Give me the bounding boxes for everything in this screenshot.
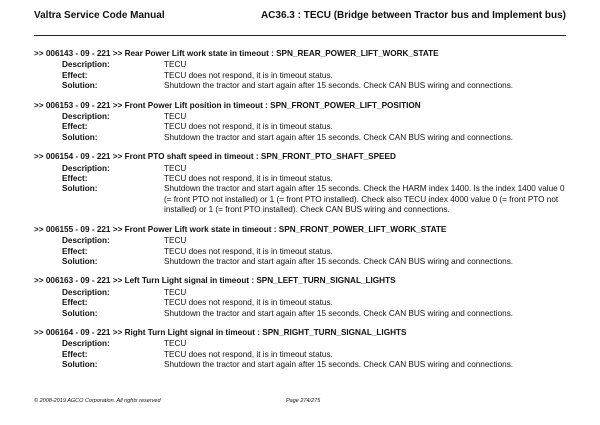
effect-value: TECU does not respond, it is in timeout status. [164,246,333,256]
solution-label: Solution: [62,132,98,142]
solution-row [34,81,566,91]
solution-label: Solution: [62,360,98,370]
solution-label: Solution: [62,308,98,318]
description-value: TECU [164,112,187,122]
effect-value: TECU does not respond, it is in timeout status. [164,298,333,308]
effect-value: TECU does not respond, it is in timeout status. [164,349,333,359]
description-value: TECU [164,60,187,70]
effect-value: TECU does not respond, it is in timeout status. [164,70,333,80]
description-row [34,164,566,174]
manual-title: Valtra Service Code Manual [34,10,165,21]
effect-value: TECU does not respond, it is in timeout status. [164,122,333,132]
effect-label: Effect: [62,70,88,80]
description-label: Description: [62,236,110,246]
description-value: TECU [164,236,187,246]
fault-code-list [34,42,566,380]
solution-label: Solution: [62,81,98,91]
section-title: AC36.3 : TECU (Bridge between Tractor bus and Implement bus) [260,10,566,21]
description-row [34,288,566,298]
effect-row [34,350,566,360]
fault-code-title: >> 006154 - 09 - 221 >> Front PTO shaft speed in timeout : SPN_FRONT_PTO_SHAFT_SPEED [34,152,396,162]
effect-label: Effect: [62,246,88,256]
effect-row [34,122,566,132]
fault-code-entry [34,152,566,215]
description-value: TECU [164,339,187,349]
solution-row [34,309,566,319]
description-label: Description: [62,60,110,70]
solution-label: Solution: [62,256,98,266]
solution-row [34,133,566,143]
solution-value: Shutdown the tractor and start again after 15 seconds. Check CAN BUS wiring and connections. [164,308,514,318]
page-header [34,10,566,26]
effect-row [34,247,566,257]
solution-value: Shutdown the tractor and start again after 15 seconds. Check CAN BUS wiring and connections. [164,132,514,142]
description-row [34,236,566,246]
fault-code-entry [34,101,566,144]
effect-row [34,298,566,308]
description-label: Description: [62,163,110,173]
solution-label: Solution: [62,184,98,194]
effect-row [34,174,566,184]
fault-code-title: >> 006155 - 09 - 221 >> Front Power Lift work state in timeout : SPN_FRONT_POWER_LIFT_WORK_STATE [34,224,447,234]
fault-code-entry [34,49,566,92]
description-label: Description: [62,339,110,349]
effect-label: Effect: [62,298,88,308]
description-row [34,112,566,122]
effect-value: TECU does not respond, it is in timeout status. [164,174,333,184]
effect-label: Effect: [62,349,88,359]
fault-code-title: >> 006153 - 09 - 221 >> Front Power Lift position in timeout : SPN_FRONT_POWER_LIFT_POSITION [34,100,421,110]
effect-row [34,71,566,81]
fault-code-title: >> 006143 - 09 - 221 >> Rear Power Lift work state in timeout : SPN_REAR_POWER_LIFT_WORK_STATE [34,49,439,58]
solution-value: Shutdown the tractor and start again after 15 seconds. Check CAN BUS wiring and connections. [164,81,514,91]
solution-row [34,257,566,267]
solution-value: Shutdown the tractor and start again after 15 seconds. Check CAN BUS wiring and connections. [164,360,514,370]
solution-value: Shutdown the tractor and start again after 15 seconds. Check the HARM index 1400. Is the index 1400 value 0 (= front PTO not installed) or 1 (= front PTO installed). Check also TECU index 4000 value 0 (= front PTO not installed) or 1 (= front PTO installed). Check CAN BUS wiring and connections. [164,184,565,215]
copyright-notice: © 2008-2019 AGCO Corporation. All rights reserved [34,398,161,404]
page-number: Page 274/275 [286,398,321,404]
solution-row [34,360,566,370]
description-value: TECU [164,287,187,297]
solution-value: Shutdown the tractor and start again after 15 seconds. Check CAN BUS wiring and connections. [164,256,514,266]
description-label: Description: [62,287,110,297]
description-row [34,60,566,70]
header-divider [34,35,566,36]
fault-code-entry [34,225,566,268]
effect-label: Effect: [62,122,88,132]
effect-label: Effect: [62,174,88,184]
fault-code-title: >> 006164 - 09 - 221 >> Right Turn Light signal in timeout : SPN_RIGHT_TURN_SIGNAL_LIGHTS [34,327,407,337]
description-row [34,339,566,349]
description-label: Description: [62,112,110,122]
fault-code-entry [34,276,566,319]
solution-row [34,184,566,215]
fault-code-title: >> 006163 - 09 - 221 >> Left Turn Light signal in timeout : SPN_LEFT_TURN_SIGNAL_LIGHTS [34,276,396,286]
description-value: TECU [164,163,187,173]
fault-code-entry [34,328,566,371]
